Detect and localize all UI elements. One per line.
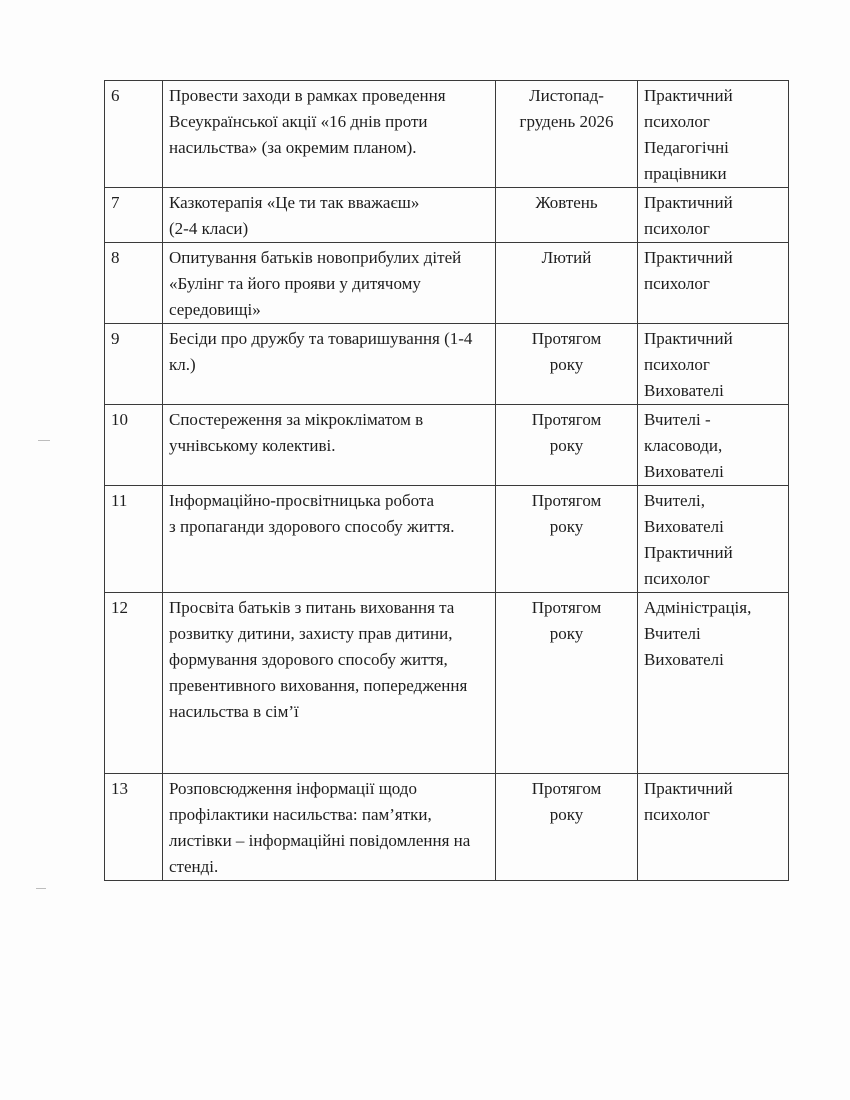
- row-number: 11: [105, 486, 163, 593]
- row-number: 10: [105, 405, 163, 486]
- scan-artifact: [38, 440, 50, 441]
- responsible-cell: Практичний психолог: [638, 243, 789, 324]
- term-cell: Жовтень: [496, 188, 638, 243]
- responsible-cell: Вчителі, Вихователі Практичний психолог: [638, 486, 789, 593]
- term-cell: Лютий: [496, 243, 638, 324]
- row-number: 9: [105, 324, 163, 405]
- row-number: 12: [105, 593, 163, 774]
- responsible-cell: Практичний психолог: [638, 774, 789, 881]
- table-row: [105, 243, 789, 324]
- activity-cell: Спостереження за мікрокліматом в учнівському колективі.: [163, 405, 496, 486]
- term-cell: Протягом року: [496, 405, 638, 486]
- activity-cell: Просвіта батьків з питань виховання та розвитку дитини, захисту прав дитини, формування здорового способу життя, превентивного виховання, попередження насильства в сім’ї: [163, 593, 496, 774]
- term-cell: Листопад- грудень 2026: [496, 81, 638, 188]
- table-row: [105, 405, 789, 486]
- row-number: 7: [105, 188, 163, 243]
- responsible-cell: Практичний психолог Педагогічні працівники: [638, 81, 789, 188]
- table-row: [105, 593, 789, 774]
- table-row: [105, 188, 789, 243]
- table-row: [105, 324, 789, 405]
- row-number: 13: [105, 774, 163, 881]
- responsible-cell: Практичний психолог Вихователі: [638, 324, 789, 405]
- table-row: [105, 486, 789, 593]
- responsible-cell: Практичний психолог: [638, 188, 789, 243]
- activity-cell: Розповсюдження інформації щодо профілактики насильства: пам’ятки, листівки – інформаційні повідомлення на стенді.: [163, 774, 496, 881]
- term-cell: Протягом року: [496, 324, 638, 405]
- row-number: 8: [105, 243, 163, 324]
- responsible-cell: Адміністрація, Вчителі Вихователі: [638, 593, 789, 774]
- term-cell: Протягом року: [496, 486, 638, 593]
- table-row: [105, 774, 789, 881]
- activity-plan-table: [104, 80, 789, 881]
- activity-cell: Провести заходи в рамках проведення Всеукраїнської акції «16 днів проти насильства» (за окремим планом).: [163, 81, 496, 188]
- activity-cell: Інформаційно-просвітницька робота з пропаганди здорового способу життя.: [163, 486, 496, 593]
- activity-cell: Казкотерапія «Це ти так вважаєш» (2-4 класи): [163, 188, 496, 243]
- term-cell: Протягом року: [496, 774, 638, 881]
- activity-cell: Бесіди про дружбу та товаришування (1-4 кл.): [163, 324, 496, 405]
- activity-cell: Опитування батьків новоприбулих дітей «Булінг та його прояви у дитячому середовищі»: [163, 243, 496, 324]
- table-row: [105, 81, 789, 188]
- scan-artifact: [36, 888, 46, 889]
- row-number: 6: [105, 81, 163, 188]
- term-cell: Протягом року: [496, 593, 638, 774]
- responsible-cell: Вчителі - класоводи, Вихователі: [638, 405, 789, 486]
